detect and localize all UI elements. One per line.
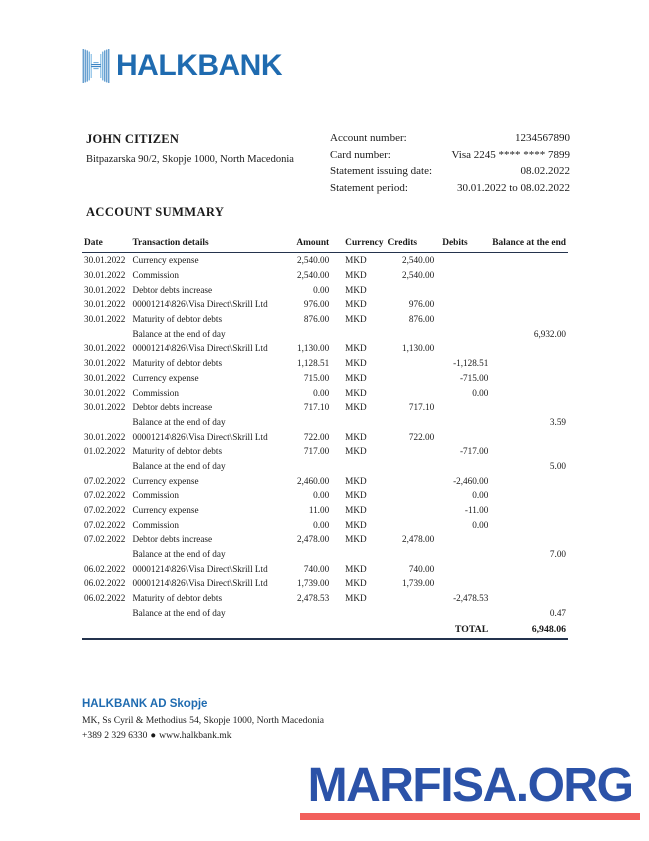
balance-end-of-day-row [82, 415, 568, 430]
cell-currency: MKD [345, 505, 367, 516]
cell-credits: 740.00 [408, 563, 435, 574]
table-header-row [82, 238, 568, 253]
cell-balance: 7.00 [549, 549, 566, 560]
cell-balance [492, 297, 568, 312]
cell-amount [283, 326, 339, 341]
balance-end-of-day-row [82, 459, 568, 474]
column-header-credits: Credits [388, 238, 443, 253]
cell-desc: Balance at the end of day [132, 416, 226, 427]
cell-date: 30.01.2022 [84, 284, 126, 295]
cell-amount: 722.00 [303, 431, 330, 442]
cell-desc: Balance at the end of day [132, 460, 226, 471]
cell-currency: MKD [345, 343, 367, 354]
total-value: 6,948.06 [492, 621, 568, 637]
balance-end-of-day-row [82, 606, 568, 621]
cell-amount [283, 547, 339, 562]
table-row [82, 576, 568, 591]
cell-currency: MKD [345, 402, 367, 413]
cell-balance [492, 532, 568, 547]
cell-credits: 976.00 [408, 299, 435, 310]
footer-phone: +389 2 329 6330 [82, 730, 148, 741]
total-label: TOTAL [442, 621, 492, 637]
cell-amount [283, 606, 339, 621]
customer-address: Bitpazarska 90/2, Skopje 1000, North Macedonia [86, 154, 294, 165]
cell-empty [388, 621, 443, 637]
cell-debits [442, 415, 492, 430]
footer-block [82, 698, 482, 745]
cell-empty [132, 621, 283, 637]
cell-date [82, 326, 132, 341]
table-row [82, 503, 568, 518]
account-number-label: Account number: [330, 132, 407, 144]
cell-desc: Commission [132, 387, 179, 398]
table-body [82, 253, 568, 637]
column-header-balance: Balance at the end [492, 238, 568, 253]
cell-currency: MKD [345, 475, 367, 486]
cell-amount: 717.10 [303, 402, 330, 413]
page-title: ACCOUNT SUMMARY [86, 205, 225, 219]
cell-debits [442, 341, 492, 356]
cell-debits [442, 282, 492, 297]
cell-date: 30.01.2022 [84, 372, 126, 383]
cell-balance [492, 488, 568, 503]
cell-amount: 2,540.00 [297, 255, 330, 266]
cell-date: 06.02.2022 [84, 563, 126, 574]
cell-date: 07.02.2022 [84, 475, 126, 486]
cell-credits [388, 503, 443, 518]
cell-date: 01.02.2022 [84, 446, 126, 457]
cell-debits: 0.00 [472, 387, 489, 398]
footer-website[interactable]: www.halkbank.mk [159, 730, 232, 741]
cell-debits [442, 459, 492, 474]
cell-currency: MKD [345, 431, 367, 442]
cell-desc: Maturity of debtor debts [132, 446, 223, 457]
issuing-date-row [330, 165, 570, 177]
cell-amount: 0.00 [313, 284, 330, 295]
table-row [82, 312, 568, 327]
cell-currency: MKD [345, 270, 367, 281]
cell-debits [442, 253, 492, 268]
cell-credits: 1,739.00 [402, 578, 435, 589]
cell-amount: 11.00 [308, 505, 330, 516]
cell-debits [442, 297, 492, 312]
cell-desc: Currency expense [132, 475, 199, 486]
cell-balance [492, 576, 568, 591]
cell-desc: Currency expense [132, 505, 199, 516]
balance-end-of-day-row [82, 547, 568, 562]
cell-currency: MKD [345, 490, 367, 501]
total-row [82, 621, 568, 637]
issuing-date-value: 08.02.2022 [520, 165, 570, 177]
cell-debits: -2,478.53 [453, 593, 489, 604]
cell-credits: 717.10 [408, 402, 435, 413]
cell-debits [442, 312, 492, 327]
cell-balance: 3.59 [549, 416, 566, 427]
cell-debits: 0.00 [472, 519, 489, 530]
transactions-table [82, 238, 568, 637]
cell-credits: 876.00 [408, 314, 435, 325]
cell-balance [492, 591, 568, 606]
cell-currency: MKD [345, 446, 367, 457]
cell-date [82, 415, 132, 430]
cell-debits: 0.00 [472, 490, 489, 501]
cell-balance: 6,932.00 [533, 328, 566, 339]
cell-date: 30.01.2022 [84, 255, 126, 266]
cell-credits [388, 415, 443, 430]
cell-date: 06.02.2022 [84, 593, 126, 604]
cell-debits [442, 268, 492, 283]
cell-date: 07.02.2022 [84, 490, 126, 501]
cell-amount: 2,460.00 [297, 475, 330, 486]
cell-desc: 00001214\826\Visa Direct\Skrill Ltd [132, 299, 268, 310]
cell-balance [492, 312, 568, 327]
cell-desc: Balance at the end of day [132, 549, 226, 560]
cell-desc: Balance at the end of day [132, 328, 226, 339]
cell-balance [492, 385, 568, 400]
cell-amount: 876.00 [303, 314, 330, 325]
cell-balance: 5.00 [549, 460, 566, 471]
cell-amount [283, 459, 339, 474]
cell-desc: Commission [132, 519, 179, 530]
table-row [82, 591, 568, 606]
cell-credits [388, 282, 443, 297]
cell-desc: Debtor debts increase [132, 402, 213, 413]
cell-date: 07.02.2022 [84, 534, 126, 545]
column-header-date: Date [82, 238, 132, 253]
cell-amount: 2,478.53 [297, 593, 330, 604]
cell-balance [492, 473, 568, 488]
cell-amount: 0.00 [313, 519, 330, 530]
footer-bank-name: HALKBANK AD Skopje [82, 698, 208, 710]
cell-currency [339, 415, 387, 430]
cell-currency [339, 547, 387, 562]
cell-date: 06.02.2022 [84, 578, 126, 589]
cell-desc: 00001214\826\Visa Direct\Skrill Ltd [132, 343, 268, 354]
cell-date: 30.01.2022 [84, 402, 126, 413]
cell-desc: Commission [132, 490, 179, 501]
table-row [82, 488, 568, 503]
issuing-date-label: Statement issuing date: [330, 165, 433, 177]
cell-debits [442, 606, 492, 621]
cell-currency: MKD [345, 358, 367, 369]
table-row [82, 341, 568, 356]
account-number-row [330, 132, 570, 144]
cell-debits: -1,128.51 [453, 358, 489, 369]
table-bottom-rule [82, 638, 568, 640]
cell-currency [339, 606, 387, 621]
cell-credits: 722.00 [408, 431, 435, 442]
cell-currency: MKD [345, 372, 367, 383]
bank-logo [82, 48, 282, 84]
cell-currency: MKD [345, 314, 367, 325]
statement-period-value: 30.01.2022 to 08.02.2022 [456, 181, 570, 194]
cell-credits [388, 326, 443, 341]
cell-date: 30.01.2022 [84, 270, 126, 281]
cell-desc: Currency expense [132, 255, 199, 266]
cell-credits [388, 356, 443, 371]
table-row [82, 356, 568, 371]
cell-amount: 2,540.00 [297, 270, 330, 281]
cell-desc: 00001214\826\Visa Direct\Skrill Ltd [132, 578, 268, 589]
bank-logo-text: HALKBANK [116, 49, 282, 82]
cell-credits [388, 591, 443, 606]
column-header-currency: Currency [339, 238, 387, 253]
cell-debits [442, 400, 492, 415]
cell-currency: MKD [345, 563, 367, 574]
cell-debits: -717.00 [459, 446, 489, 457]
footer-contact [82, 730, 482, 741]
account-number-value: 1234567890 [515, 132, 570, 144]
cell-debits: -2,460.00 [453, 475, 489, 486]
balance-end-of-day-row [82, 326, 568, 341]
cell-debits [442, 561, 492, 576]
footer-address: MK, Ss Cyril & Methodius 54, Skopje 1000, North Macedonia [82, 715, 324, 726]
cell-currency: MKD [345, 593, 367, 604]
cell-amount: 715.00 [303, 372, 330, 383]
cell-balance [492, 561, 568, 576]
cell-date: 07.02.2022 [84, 505, 126, 516]
table-row [82, 385, 568, 400]
cell-date: 30.01.2022 [84, 358, 126, 369]
cell-credits [388, 488, 443, 503]
cell-date: 30.01.2022 [84, 387, 126, 398]
account-info-block [330, 132, 570, 198]
table-row [82, 473, 568, 488]
cell-currency: MKD [345, 519, 367, 530]
cell-balance [492, 429, 568, 444]
table-row [82, 561, 568, 576]
table-row [82, 429, 568, 444]
cell-amount: 1,128.51 [297, 358, 330, 369]
column-header-debits: Debits [442, 238, 492, 253]
cell-desc: Currency expense [132, 372, 199, 383]
cell-currency: MKD [345, 578, 367, 589]
cell-date [82, 459, 132, 474]
cell-credits [388, 371, 443, 386]
cell-desc: Debtor debts increase [132, 534, 213, 545]
cell-desc: Maturity of debtor debts [132, 314, 223, 325]
cell-balance [492, 400, 568, 415]
watermark-text: MARFISA.ORG [307, 759, 633, 812]
cell-debits [442, 576, 492, 591]
cell-amount: 976.00 [303, 299, 330, 310]
cell-debits: -715.00 [459, 372, 489, 383]
cell-date: 30.01.2022 [84, 299, 126, 310]
cell-currency [339, 459, 387, 474]
cell-balance [492, 268, 568, 283]
footer-separator-dot: ● [150, 730, 157, 741]
cell-empty [283, 621, 339, 637]
cell-date: 07.02.2022 [84, 519, 126, 530]
table-row [82, 517, 568, 532]
cell-debits [442, 429, 492, 444]
cell-desc: Maturity of debtor debts [132, 593, 223, 604]
column-header-details: Transaction details [132, 238, 283, 253]
cell-currency: MKD [345, 284, 367, 295]
cell-date [82, 606, 132, 621]
cell-amount: 2,478.00 [297, 534, 330, 545]
transactions-table-wrapper [82, 238, 568, 640]
table-row [82, 268, 568, 283]
cell-balance [492, 517, 568, 532]
cell-credits [388, 385, 443, 400]
table-row [82, 282, 568, 297]
table-row [82, 253, 568, 268]
table-row [82, 532, 568, 547]
cell-currency: MKD [345, 299, 367, 310]
cell-amount [283, 415, 339, 430]
cell-balance [492, 341, 568, 356]
cell-credits [388, 517, 443, 532]
cell-date [82, 547, 132, 562]
cell-desc: Balance at the end of day [132, 607, 226, 618]
cell-credits [388, 473, 443, 488]
cell-date: 30.01.2022 [84, 431, 126, 442]
cell-balance [492, 282, 568, 297]
cell-balance: 0.47 [549, 607, 566, 618]
table-row [82, 371, 568, 386]
card-number-row [330, 149, 570, 161]
cell-credits: 1,130.00 [402, 343, 435, 354]
cell-balance [492, 371, 568, 386]
cell-credits: 2,478.00 [402, 534, 435, 545]
cell-amount: 1,130.00 [297, 343, 330, 354]
cell-date: 30.01.2022 [84, 314, 126, 325]
cell-credits [388, 444, 443, 459]
table-header [82, 238, 568, 253]
cell-credits [388, 459, 443, 474]
cell-amount: 740.00 [303, 563, 330, 574]
cell-empty [82, 621, 132, 637]
customer-name: JOHN CITIZEN [86, 132, 180, 146]
cell-amount: 1,739.00 [297, 578, 330, 589]
cell-credits: 2,540.00 [402, 255, 435, 266]
cell-desc: Debtor debts increase [132, 284, 213, 295]
cell-desc: 00001214\826\Visa Direct\Skrill Ltd [132, 563, 268, 574]
cell-credits [388, 606, 443, 621]
cell-currency: MKD [345, 387, 367, 398]
cell-currency: MKD [345, 534, 367, 545]
halkbank-striped-h-icon [82, 48, 110, 84]
cell-debits [442, 532, 492, 547]
cell-amount: 717.00 [303, 446, 330, 457]
cell-amount: 0.00 [313, 387, 330, 398]
cell-currency [339, 326, 387, 341]
cell-debits [442, 326, 492, 341]
column-header-amount: Amount [283, 238, 339, 253]
watermark [300, 759, 640, 820]
cell-date: 30.01.2022 [84, 343, 126, 354]
cell-balance [492, 444, 568, 459]
table-row [82, 400, 568, 415]
cell-credits [388, 547, 443, 562]
statement-period-row [330, 182, 570, 194]
customer-block [86, 132, 336, 165]
cell-empty [339, 621, 387, 637]
cell-credits: 2,540.00 [402, 270, 435, 281]
cell-balance [492, 253, 568, 268]
statement-period-label: Statement period: [330, 181, 408, 194]
table-row [82, 297, 568, 312]
card-number-label: Card number: [330, 148, 391, 161]
cell-debits [442, 547, 492, 562]
cell-desc: 00001214\826\Visa Direct\Skrill Ltd [132, 431, 268, 442]
watermark-underline-bar [300, 813, 640, 820]
cell-desc: Commission [132, 270, 179, 281]
cell-balance [492, 356, 568, 371]
card-number-value: Visa 2245 **** **** 7899 [451, 148, 570, 161]
cell-currency: MKD [345, 255, 367, 266]
table-row [82, 444, 568, 459]
cell-balance [492, 503, 568, 518]
cell-debits: -11.00 [464, 505, 489, 516]
cell-desc: Maturity of debtor debts [132, 358, 223, 369]
cell-amount: 0.00 [313, 490, 330, 501]
